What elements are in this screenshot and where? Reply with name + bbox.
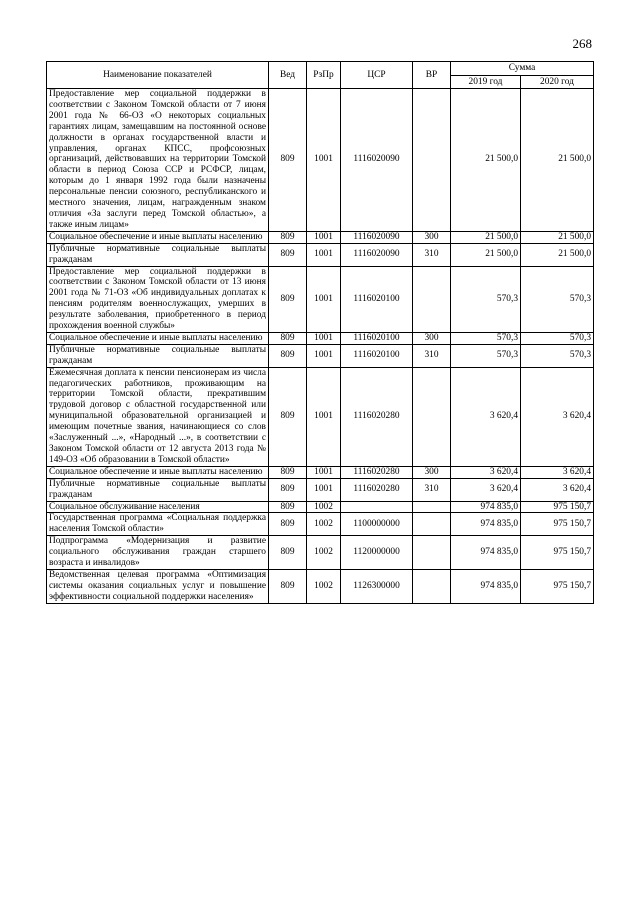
cell-name: Ежемесячная доплата к пенсии пенсионерам из числа педагогических работников, проживающим на территории Томской области, прекратившим трудовой договор с областной государственной или муниципальной образовательной организацией и имеющим почетные звания, начинающиеся со слов «Заслуженный ...», «Народный ...», в соответствии с Законом Томской области от 12 августа 2013 года № 149-ОЗ «Об образовании в Томской области»	[47, 367, 269, 466]
cell-csr: 1116020100	[341, 332, 413, 344]
cell-rzpr: 1001	[307, 466, 341, 478]
cell-csr: 1120000000	[341, 536, 413, 570]
table-row	[47, 501, 594, 513]
cell-vr	[413, 569, 451, 603]
table-body	[47, 89, 594, 604]
cell-vr: 300	[413, 332, 451, 344]
table-row	[47, 367, 594, 466]
cell-rzpr: 1001	[307, 89, 341, 232]
cell-rzpr: 1001	[307, 367, 341, 466]
cell-y2019: 974 835,0	[451, 569, 521, 603]
table-row	[47, 536, 594, 570]
cell-ved: 809	[269, 266, 307, 332]
header-vr: ВР	[413, 62, 451, 89]
cell-rzpr: 1001	[307, 243, 341, 266]
cell-y2019: 21 500,0	[451, 231, 521, 243]
cell-name: Предоставление мер социальной поддержки в соответствии с Законом Томской области от 13 июня 2001 года № 71-ОЗ «Об индивидуальных доплатах к пенсиям родителям военнослужащих, умерших в результате заболевания, приобретенного в период прохождения военной службы»	[47, 266, 269, 332]
cell-y2020: 21 500,0	[521, 89, 594, 232]
cell-y2019: 21 500,0	[451, 243, 521, 266]
cell-vr: 300	[413, 466, 451, 478]
cell-y2020: 570,3	[521, 332, 594, 344]
cell-name: Социальное обеспечение и иные выплаты населению	[47, 466, 269, 478]
cell-vr	[413, 513, 451, 536]
table-row	[47, 344, 594, 367]
cell-ved: 809	[269, 243, 307, 266]
table-row	[47, 332, 594, 344]
cell-name: Публичные нормативные социальные выплаты гражданам	[47, 243, 269, 266]
table-row	[47, 569, 594, 603]
cell-y2020: 21 500,0	[521, 243, 594, 266]
cell-csr: 1116020090	[341, 243, 413, 266]
header-year-2020: 2020 год	[521, 76, 594, 89]
cell-ved: 809	[269, 89, 307, 232]
cell-y2020: 3 620,4	[521, 478, 594, 501]
cell-vr	[413, 501, 451, 513]
cell-name: Подпрограмма «Модернизация и развитие социального обслуживания граждан старшего возраста и инвалидов»	[47, 536, 269, 570]
cell-csr: 1116020280	[341, 367, 413, 466]
cell-ved: 809	[269, 231, 307, 243]
cell-vr: 310	[413, 478, 451, 501]
table-row	[47, 266, 594, 332]
cell-ved: 809	[269, 501, 307, 513]
cell-csr: 1116020090	[341, 89, 413, 232]
header-year-2019: 2019 год	[451, 76, 521, 89]
cell-rzpr: 1002	[307, 569, 341, 603]
cell-y2020: 21 500,0	[521, 231, 594, 243]
cell-y2020: 975 150,7	[521, 501, 594, 513]
cell-y2019: 570,3	[451, 344, 521, 367]
table-row	[47, 478, 594, 501]
cell-rzpr: 1001	[307, 231, 341, 243]
cell-vr: 310	[413, 344, 451, 367]
cell-y2020: 570,3	[521, 266, 594, 332]
table-row	[47, 89, 594, 232]
cell-y2019: 3 620,4	[451, 367, 521, 466]
cell-vr	[413, 536, 451, 570]
cell-csr: 1116020100	[341, 344, 413, 367]
table-row	[47, 466, 594, 478]
cell-rzpr: 1002	[307, 513, 341, 536]
cell-rzpr: 1001	[307, 344, 341, 367]
cell-name: Государственная программа «Социальная поддержка населения Томской области»	[47, 513, 269, 536]
cell-rzpr: 1002	[307, 536, 341, 570]
cell-vr	[413, 367, 451, 466]
table-row	[47, 231, 594, 243]
cell-ved: 809	[269, 344, 307, 367]
cell-csr	[341, 501, 413, 513]
cell-rzpr: 1002	[307, 501, 341, 513]
cell-csr: 1116020100	[341, 266, 413, 332]
cell-y2019: 974 835,0	[451, 501, 521, 513]
cell-rzpr: 1001	[307, 478, 341, 501]
cell-name: Социальное обслуживание населения	[47, 501, 269, 513]
cell-y2019: 21 500,0	[451, 89, 521, 232]
cell-csr: 1116020280	[341, 466, 413, 478]
cell-csr: 1116020280	[341, 478, 413, 501]
cell-ved: 809	[269, 478, 307, 501]
cell-y2019: 3 620,4	[451, 466, 521, 478]
cell-name: Предоставление мер социальной поддержки в соответствии с Законом Томской области от 7 июня 2001 года № 66-ОЗ «О некоторых социальных гарантиях лицам, замещавшим на постоянной основе должности в органах государственной власти и управления, органах КПСС, профсоюзных организаций, действовавших на территории Томской области в период Союза ССР и РСФСР, лицам, которым до 1 января 1992 года были назначены персональные пенсии союзного, республиканского и местного значения, лицам, награжденным знаком отличия «За заслуги перед Томской областью», а также иным лицам»	[47, 89, 269, 232]
cell-y2020: 975 150,7	[521, 536, 594, 570]
cell-vr	[413, 266, 451, 332]
cell-name: Социальное обеспечение и иные выплаты населению	[47, 332, 269, 344]
budget-table	[46, 61, 594, 604]
cell-y2019: 570,3	[451, 332, 521, 344]
table-row	[47, 513, 594, 536]
cell-rzpr: 1001	[307, 332, 341, 344]
cell-ved: 809	[269, 466, 307, 478]
cell-vr	[413, 89, 451, 232]
cell-y2020: 3 620,4	[521, 466, 594, 478]
cell-y2020: 975 150,7	[521, 513, 594, 536]
cell-y2019: 570,3	[451, 266, 521, 332]
header-ved: Вед	[269, 62, 307, 89]
cell-name: Публичные нормативные социальные выплаты гражданам	[47, 344, 269, 367]
cell-csr: 1116020090	[341, 231, 413, 243]
cell-name: Публичные нормативные социальные выплаты гражданам	[47, 478, 269, 501]
cell-csr: 1126300000	[341, 569, 413, 603]
cell-ved: 809	[269, 536, 307, 570]
table-row	[47, 243, 594, 266]
cell-ved: 809	[269, 569, 307, 603]
cell-rzpr: 1001	[307, 266, 341, 332]
header-rzpr: РзПр	[307, 62, 341, 89]
cell-vr: 310	[413, 243, 451, 266]
header-csr: ЦСР	[341, 62, 413, 89]
cell-vr: 300	[413, 231, 451, 243]
cell-ved: 809	[269, 332, 307, 344]
cell-y2020: 3 620,4	[521, 367, 594, 466]
header-name: Наименование показателей	[47, 62, 269, 89]
header-sum: Сумма	[451, 62, 594, 76]
cell-ved: 809	[269, 367, 307, 466]
cell-y2019: 974 835,0	[451, 536, 521, 570]
page-number: 268	[572, 36, 592, 51]
cell-y2020: 975 150,7	[521, 569, 594, 603]
cell-ved: 809	[269, 513, 307, 536]
cell-name: Ведомственная целевая программа «Оптимизация системы оказания социальных услуг и повышение эффективности социальной поддержки населения»	[47, 569, 269, 603]
cell-y2019: 974 835,0	[451, 513, 521, 536]
cell-y2020: 570,3	[521, 344, 594, 367]
cell-csr: 1100000000	[341, 513, 413, 536]
cell-y2019: 3 620,4	[451, 478, 521, 501]
cell-name: Социальное обеспечение и иные выплаты населению	[47, 231, 269, 243]
